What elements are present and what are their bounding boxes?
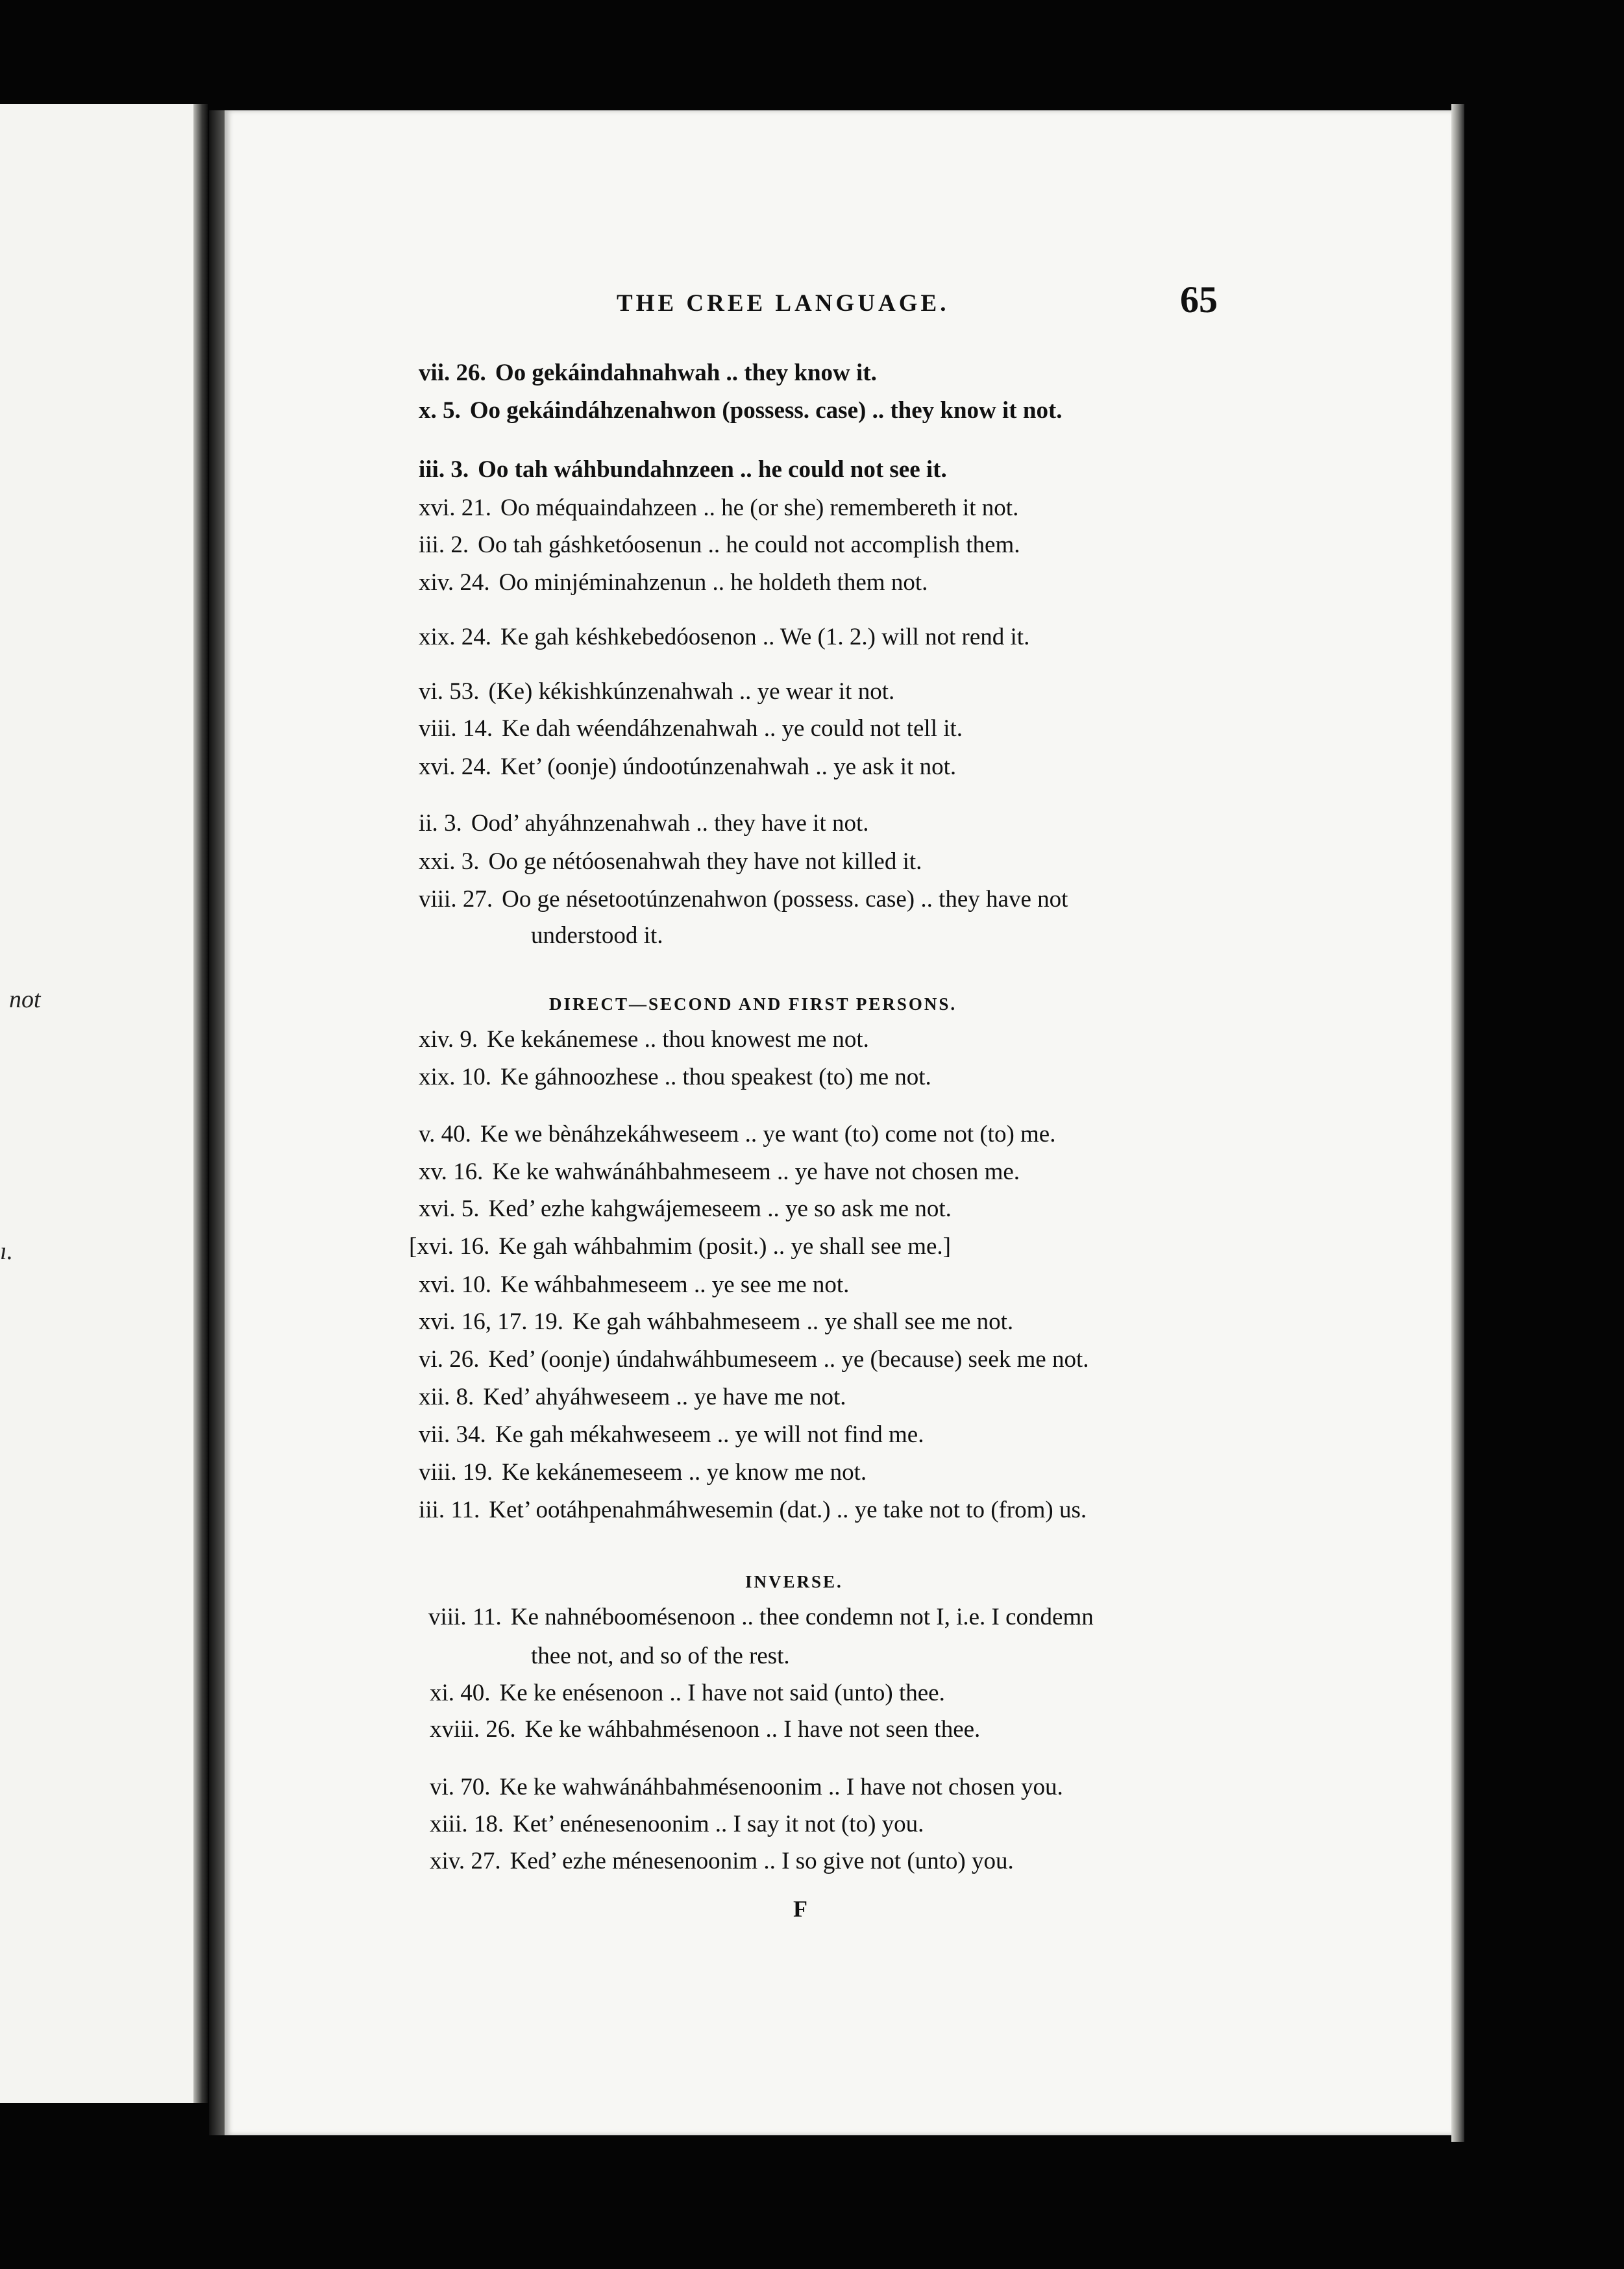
verse-reference: xvi. 21. (419, 495, 492, 521)
verse-reference: iii. 2. (419, 532, 469, 558)
section-heading: INVERSE. (745, 1572, 843, 1591)
left-page-gutter (193, 104, 208, 2103)
verse-reference: xiv. 24. (419, 569, 490, 596)
line-text: Ke wáhbahmeseem .. ye see me not. (500, 1271, 850, 1298)
verse-reference: viii. 11. (428, 1604, 502, 1630)
verse-reference: x. 5. (419, 397, 461, 424)
line-text: Ke dah wéendáhzenahwah .. ye could not tell it. (502, 715, 963, 742)
left-page-fragment: not (9, 986, 41, 1013)
verse-reference: xvi. 5. (419, 1196, 480, 1222)
text-line (419, 1195, 952, 1223)
verse-reference: viii. 19. (419, 1459, 493, 1486)
text-line (430, 1679, 945, 1707)
text-line (419, 1158, 1020, 1186)
verse-reference: xvi. 24. (419, 754, 492, 780)
verse-reference: vi. 53. (419, 678, 480, 705)
text-line (430, 1715, 980, 1743)
verse-reference: xvi. 16, 17. 19. (419, 1308, 564, 1335)
line-text: Ke gáhnoozhese .. thou speakest (to) me not. (500, 1064, 931, 1090)
verse-reference: ii. 3. (419, 810, 462, 837)
line-text: Ket’ ootáhpenahmáhwesemin (dat.) .. ye take not to (from) us. (489, 1497, 1087, 1523)
text-line (419, 623, 1029, 651)
verse-reference: vii. 26. (419, 360, 486, 386)
line-text: Ket’ enénesenoonim .. I say it not (to) you. (513, 1811, 924, 1837)
verse-reference: vii. 34. (419, 1421, 486, 1448)
verse-reference: xviii. 26. (430, 1716, 516, 1743)
running-title: THE CREE LANGUAGE. (617, 290, 950, 317)
verse-reference: iii. 11. (419, 1497, 480, 1523)
line-text: Ked’ (oonje) úndahwáhbumeseem .. ye (because) seek me not. (488, 1346, 1089, 1373)
line-text: Ke we bènáhzekáhweseem .. ye want (to) come not (to) me. (480, 1121, 1056, 1147)
page-number: 65 (1180, 278, 1218, 321)
text-line (419, 1383, 846, 1411)
text-line (419, 885, 1068, 913)
text-line (419, 678, 894, 705)
text-line (419, 753, 956, 781)
verse-reference: viii. 27. (419, 886, 493, 913)
verse-reference: xi. 40. (430, 1680, 491, 1706)
line-text: Oo tah wáhbundahnzeen .. he could not see it. (478, 456, 947, 483)
text-line (419, 569, 928, 596)
text-line (409, 1233, 951, 1260)
verse-reference: vi. 26. (419, 1346, 480, 1373)
verse-reference: xiii. 18. (430, 1811, 504, 1837)
text-line (430, 1847, 1014, 1875)
verse-reference: [xvi. 16. (409, 1233, 490, 1260)
text-line (419, 531, 1020, 559)
text-line (419, 1458, 867, 1486)
line-text: thee not, and so of the rest. (531, 1643, 790, 1669)
left-page (0, 104, 195, 2103)
text-line (419, 715, 963, 742)
line-text: Ke ke enésenoon .. I have not said (unto) thee. (499, 1680, 945, 1706)
text-line (419, 1120, 1055, 1148)
text-line (419, 456, 947, 484)
text-line (419, 1271, 849, 1299)
text-line (430, 1810, 924, 1838)
text-line (419, 848, 922, 876)
verse-reference: xix. 24. (419, 624, 492, 650)
text-line (419, 1421, 924, 1449)
line-text: Ke nahnéboomésenoon .. thee condemn not I, i.e. I condemn (510, 1604, 1094, 1630)
verse-reference: xix. 10. (419, 1064, 492, 1090)
line-text: Ked’ ezhe kahgwájemeseem .. ye so ask me not. (488, 1196, 952, 1222)
line-text: Ood’ ahyáhnzenahwah .. they have it not. (471, 810, 869, 837)
line-text: Ke ke wahwánáhbahmeseem .. ye have not chosen me. (492, 1159, 1020, 1185)
verse-reference: xxi. 3. (419, 848, 480, 875)
text-line (419, 1345, 1089, 1373)
line-text: Oo ge nétóosenahwah they have not killed it. (488, 848, 922, 875)
text-line (419, 1496, 1087, 1524)
line-text: Ked’ ezhe ménesenoonim .. I so give not (unto) you. (510, 1848, 1014, 1874)
text-line (428, 1603, 1094, 1631)
line-text: Oo gekáindahnahwah .. they know it. (495, 360, 877, 386)
line-text: Oo ge nésetootúnzenahwon (possess. case) .. they have not (502, 886, 1068, 913)
text-line (419, 359, 877, 387)
line-text: Ke gah késhkebedóosenon .. We (1. 2.) will not rend it. (500, 624, 1030, 650)
verse-reference: xiv. 27. (430, 1848, 501, 1874)
text-line (419, 1063, 931, 1091)
line-text: Ke gah wáhbahmim (posit.) .. ye shall see me.] (498, 1233, 951, 1260)
verse-reference: iii. 3. (419, 456, 469, 483)
text-line-continuation (531, 922, 663, 950)
text-line (419, 1025, 869, 1053)
line-text: Oo minjéminahzenun .. he holdeth them not. (498, 569, 928, 596)
text-line (419, 494, 1018, 522)
text-line (419, 1308, 1013, 1336)
verse-reference: xiv. 9. (419, 1026, 478, 1053)
line-text: Ked’ ahyáhweseem .. ye have me not. (483, 1384, 846, 1410)
line-text: Ket’ (oonje) úndootúnzenahwah .. ye ask it not. (500, 754, 957, 780)
line-text: Ke gah mékahweseem .. ye will not find me. (495, 1421, 924, 1448)
line-text: Ke ke wahwánáhbahmésenoonim .. I have not chosen you. (499, 1774, 1063, 1800)
line-text: Ke gah wáhbahmeseem .. ye shall see me not. (572, 1308, 1014, 1335)
line-text: (Ke) kékishkúnzenahwah .. ye wear it not. (488, 678, 895, 705)
line-text: Oo méquaindahzeen .. he (or she) remembereth it not. (500, 495, 1019, 521)
line-text: Ke kekánemeseem .. ye know me not. (502, 1459, 867, 1486)
line-text: Oo tah gáshketóosenun .. he could not accomplish them. (478, 532, 1020, 558)
text-line (430, 1773, 1063, 1801)
page-edge (1451, 104, 1464, 2142)
verse-reference: v. 40. (419, 1121, 471, 1147)
verse-reference: vi. 70. (430, 1774, 491, 1800)
verse-reference: xii. 8. (419, 1384, 474, 1410)
text-line (419, 809, 869, 837)
line-text: Oo gekáindáhzenahwon (possess. case) .. they know it not. (469, 397, 1063, 424)
verse-reference: viii. 14. (419, 715, 493, 742)
verse-reference: xvi. 10. (419, 1271, 492, 1298)
text-line-continuation (531, 1642, 790, 1670)
signature-mark: F (793, 1896, 807, 1922)
section-heading: DIRECT—SECOND AND FIRST PERSONS. (549, 994, 957, 1014)
line-text: Ke ke wáhbahmésenoon .. I have not seen thee. (524, 1716, 981, 1743)
text-line (419, 397, 1063, 424)
line-text: Ke kekánemese .. thou knowest me not. (487, 1026, 869, 1053)
left-page-fragment: ı. (0, 1238, 14, 1265)
verse-reference: xv. 16. (419, 1159, 484, 1185)
line-text: understood it. (531, 922, 663, 949)
